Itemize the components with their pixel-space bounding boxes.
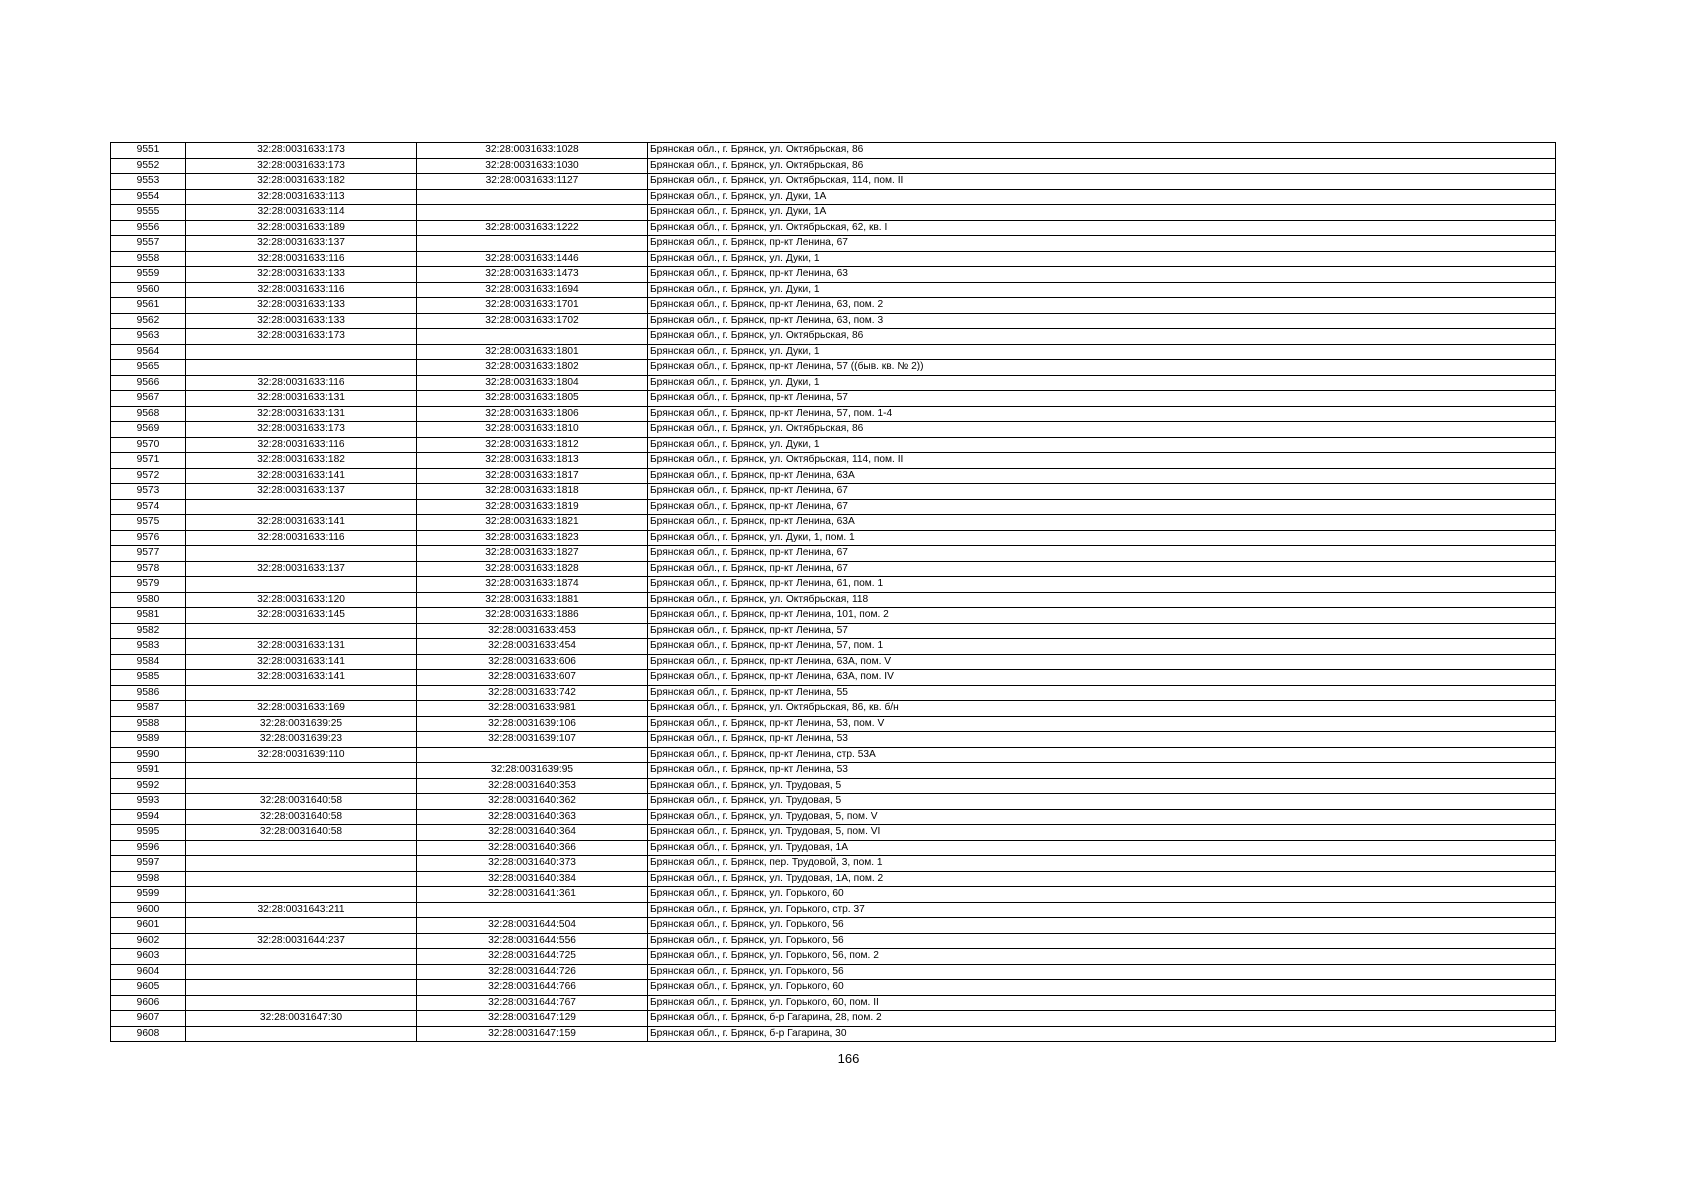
- row-number-cell: 9601: [111, 918, 186, 934]
- row-number-cell: 9578: [111, 561, 186, 577]
- parent-cadastral-number-cell: [186, 499, 417, 515]
- parent-cadastral-number-cell: 32:28:0031633:141: [186, 515, 417, 531]
- row-number-cell: 9556: [111, 220, 186, 236]
- address-cell: Брянская обл., г. Брянск, ул. Дуки, 1: [648, 251, 1556, 267]
- table-row: [111, 143, 1556, 159]
- row-number-cell: 9561: [111, 298, 186, 314]
- parent-cadastral-number-cell: 32:28:0031633:137: [186, 484, 417, 500]
- row-number-cell: 9577: [111, 546, 186, 562]
- row-number-cell: 9590: [111, 747, 186, 763]
- table-row: [111, 933, 1556, 949]
- parent-cadastral-number-cell: [186, 1026, 417, 1042]
- cadastral-number-cell: 32:28:0031633:1702: [417, 313, 648, 329]
- cadastral-number-cell: 32:28:0031633:1874: [417, 577, 648, 593]
- parent-cadastral-number-cell: 32:28:0031633:137: [186, 561, 417, 577]
- cadastral-number-cell: 32:28:0031639:107: [417, 732, 648, 748]
- row-number-cell: 9586: [111, 685, 186, 701]
- address-cell: Брянская обл., г. Брянск, пр-кт Ленина, 67: [648, 236, 1556, 252]
- row-number-cell: 9559: [111, 267, 186, 283]
- cadastral-number-cell: 32:28:0031640:363: [417, 809, 648, 825]
- table-row: [111, 701, 1556, 717]
- row-number-cell: 9599: [111, 887, 186, 903]
- row-number-cell: 9595: [111, 825, 186, 841]
- parent-cadastral-number-cell: 32:28:0031640:58: [186, 825, 417, 841]
- row-number-cell: 9557: [111, 236, 186, 252]
- cadastral-number-cell: 32:28:0031639:95: [417, 763, 648, 779]
- cadastral-number-cell: 32:28:0031633:1028: [417, 143, 648, 159]
- address-cell: Брянская обл., г. Брянск, ул. Горького, 56: [648, 933, 1556, 949]
- cadastral-number-cell: 32:28:0031633:1030: [417, 158, 648, 174]
- parent-cadastral-number-cell: [186, 623, 417, 639]
- parent-cadastral-number-cell: 32:28:0031633:116: [186, 251, 417, 267]
- cadastral-number-cell: 32:28:0031633:1818: [417, 484, 648, 500]
- row-number-cell: 9573: [111, 484, 186, 500]
- row-number-cell: 9584: [111, 654, 186, 670]
- parent-cadastral-number-cell: [186, 995, 417, 1011]
- parent-cadastral-number-cell: 32:28:0031633:137: [186, 236, 417, 252]
- row-number-cell: 9583: [111, 639, 186, 655]
- cadastral-number-cell: 32:28:0031633:742: [417, 685, 648, 701]
- row-number-cell: 9580: [111, 592, 186, 608]
- row-number-cell: 9598: [111, 871, 186, 887]
- table-row: [111, 794, 1556, 810]
- cadastral-number-cell: 32:28:0031633:1819: [417, 499, 648, 515]
- parent-cadastral-number-cell: 32:28:0031633:116: [186, 282, 417, 298]
- table-row: [111, 267, 1556, 283]
- cadastral-number-cell: 32:28:0031633:981: [417, 701, 648, 717]
- parent-cadastral-number-cell: 32:28:0031633:131: [186, 639, 417, 655]
- row-number-cell: 9570: [111, 437, 186, 453]
- cadastral-number-cell: 32:28:0031640:384: [417, 871, 648, 887]
- cadastral-number-cell: 32:28:0031633:1701: [417, 298, 648, 314]
- row-number-cell: 9602: [111, 933, 186, 949]
- table-row: [111, 902, 1556, 918]
- cadastral-number-cell: 32:28:0031633:1804: [417, 375, 648, 391]
- table-row: [111, 608, 1556, 624]
- parent-cadastral-number-cell: 32:28:0031633:173: [186, 329, 417, 345]
- address-cell: Брянская обл., г. Брянск, ул. Горького, стр. 37: [648, 902, 1556, 918]
- parent-cadastral-number-cell: 32:28:0031633:131: [186, 391, 417, 407]
- table-row: [111, 809, 1556, 825]
- address-cell: Брянская обл., г. Брянск, пр-кт Ленина, 63А, пом. IV: [648, 670, 1556, 686]
- address-cell: Брянская обл., г. Брянск, ул. Горького, 56: [648, 964, 1556, 980]
- address-cell: Брянская обл., г. Брянск, ул. Октябрьская, 62, кв. I: [648, 220, 1556, 236]
- address-cell: Брянская обл., г. Брянск, пр-кт Ленина, 63: [648, 267, 1556, 283]
- address-cell: Брянская обл., г. Брянск, ул. Горького, 60: [648, 887, 1556, 903]
- address-cell: Брянская обл., г. Брянск, пр-кт Ленина, 67: [648, 499, 1556, 515]
- cadastral-number-cell: 32:28:0031641:361: [417, 887, 648, 903]
- address-cell: Брянская обл., г. Брянск, ул. Дуки, 1А: [648, 205, 1556, 221]
- table-row: [111, 453, 1556, 469]
- table-row: [111, 499, 1556, 515]
- table-row: [111, 685, 1556, 701]
- address-cell: Брянская обл., г. Брянск, ул. Трудовая, 1А: [648, 840, 1556, 856]
- parent-cadastral-number-cell: [186, 577, 417, 593]
- row-number-cell: 9596: [111, 840, 186, 856]
- row-number-cell: 9588: [111, 716, 186, 732]
- cadastral-number-cell: 32:28:0031633:1812: [417, 437, 648, 453]
- row-number-cell: 9564: [111, 344, 186, 360]
- cadastral-number-cell: 32:28:0031633:1473: [417, 267, 648, 283]
- parent-cadastral-number-cell: 32:28:0031639:25: [186, 716, 417, 732]
- address-cell: Брянская обл., г. Брянск, ул. Дуки, 1: [648, 437, 1556, 453]
- table-row: [111, 995, 1556, 1011]
- table-row: [111, 158, 1556, 174]
- cadastral-number-cell: 32:28:0031633:1810: [417, 422, 648, 438]
- address-cell: Брянская обл., г. Брянск, ул. Октябрьская, 114, пом. II: [648, 453, 1556, 469]
- address-cell: Брянская обл., г. Брянск, ул. Горького, 60: [648, 980, 1556, 996]
- cadastral-number-cell: [417, 902, 648, 918]
- parent-cadastral-number-cell: 32:28:0031633:141: [186, 654, 417, 670]
- row-number-cell: 9572: [111, 468, 186, 484]
- address-cell: Брянская обл., г. Брянск, пр-кт Ленина, 57: [648, 623, 1556, 639]
- table-row: [111, 220, 1556, 236]
- table-row: [111, 546, 1556, 562]
- row-number-cell: 9593: [111, 794, 186, 810]
- cadastral-number-cell: 32:28:0031640:353: [417, 778, 648, 794]
- row-number-cell: 9554: [111, 189, 186, 205]
- cadastral-number-cell: 32:28:0031633:1694: [417, 282, 648, 298]
- table-row: [111, 918, 1556, 934]
- parent-cadastral-number-cell: 32:28:0031633:141: [186, 468, 417, 484]
- parent-cadastral-number-cell: 32:28:0031633:182: [186, 453, 417, 469]
- cadastral-number-cell: 32:28:0031633:453: [417, 623, 648, 639]
- row-number-cell: 9566: [111, 375, 186, 391]
- address-cell: Брянская обл., г. Брянск, пр-кт Ленина, 101, пом. 2: [648, 608, 1556, 624]
- parent-cadastral-number-cell: 32:28:0031647:30: [186, 1011, 417, 1027]
- table-row: [111, 716, 1556, 732]
- cadastral-number-cell: 32:28:0031633:1817: [417, 468, 648, 484]
- parent-cadastral-number-cell: 32:28:0031633:169: [186, 701, 417, 717]
- row-number-cell: 9600: [111, 902, 186, 918]
- table-row: [111, 360, 1556, 376]
- row-number-cell: 9589: [111, 732, 186, 748]
- row-number-cell: 9555: [111, 205, 186, 221]
- cadastral-number-cell: 32:28:0031633:1881: [417, 592, 648, 608]
- table-row: [111, 1026, 1556, 1042]
- table-row: [111, 623, 1556, 639]
- address-cell: Брянская обл., г. Брянск, пр-кт Ленина, 57, пом. 1-4: [648, 406, 1556, 422]
- table-row: [111, 468, 1556, 484]
- parent-cadastral-number-cell: 32:28:0031644:237: [186, 933, 417, 949]
- parent-cadastral-number-cell: 32:28:0031633:116: [186, 530, 417, 546]
- parent-cadastral-number-cell: [186, 980, 417, 996]
- parent-cadastral-number-cell: 32:28:0031633:173: [186, 422, 417, 438]
- address-cell: Брянская обл., г. Брянск, ул. Дуки, 1: [648, 375, 1556, 391]
- parent-cadastral-number-cell: 32:28:0031633:145: [186, 608, 417, 624]
- table-row: [111, 282, 1556, 298]
- table-row: [111, 391, 1556, 407]
- cadastral-number-cell: 32:28:0031633:1806: [417, 406, 648, 422]
- address-cell: Брянская обл., г. Брянск, пр-кт Ленина, 55: [648, 685, 1556, 701]
- cadastral-number-cell: 32:28:0031639:106: [417, 716, 648, 732]
- cadastral-number-cell: 32:28:0031640:362: [417, 794, 648, 810]
- table-row: [111, 1011, 1556, 1027]
- address-cell: Брянская обл., г. Брянск, пр-кт Ленина, 53: [648, 732, 1556, 748]
- address-cell: Брянская обл., г. Брянск, ул. Октябрьская, 86, кв. б/н: [648, 701, 1556, 717]
- row-number-cell: 9565: [111, 360, 186, 376]
- row-number-cell: 9558: [111, 251, 186, 267]
- table-row: [111, 406, 1556, 422]
- row-number-cell: 9571: [111, 453, 186, 469]
- table-row: [111, 670, 1556, 686]
- parent-cadastral-number-cell: 32:28:0031633:120: [186, 592, 417, 608]
- table-row: [111, 577, 1556, 593]
- row-number-cell: 9562: [111, 313, 186, 329]
- table-row: [111, 949, 1556, 965]
- cadastral-number-cell: 32:28:0031633:1823: [417, 530, 648, 546]
- parent-cadastral-number-cell: 32:28:0031639:110: [186, 747, 417, 763]
- parent-cadastral-number-cell: 32:28:0031633:133: [186, 313, 417, 329]
- row-number-cell: 9579: [111, 577, 186, 593]
- table-row: [111, 639, 1556, 655]
- table-row: [111, 980, 1556, 996]
- address-cell: Брянская обл., г. Брянск, пр-кт Ленина, 67: [648, 561, 1556, 577]
- cadastral-number-cell: 32:28:0031633:1827: [417, 546, 648, 562]
- table-row: [111, 763, 1556, 779]
- address-cell: Брянская обл., г. Брянск, ул. Трудовая, 5: [648, 794, 1556, 810]
- address-cell: Брянская обл., г. Брянск, ул. Октябрьская, 86: [648, 422, 1556, 438]
- address-cell: Брянская обл., г. Брянск, б-р Гагарина, 28, пом. 2: [648, 1011, 1556, 1027]
- parent-cadastral-number-cell: [186, 685, 417, 701]
- parent-cadastral-number-cell: [186, 763, 417, 779]
- address-cell: Брянская обл., г. Брянск, ул. Горького, 56, пом. 2: [648, 949, 1556, 965]
- address-cell: Брянская обл., г. Брянск, пр-кт Ленина, 67: [648, 546, 1556, 562]
- table-row: [111, 887, 1556, 903]
- table-row: [111, 747, 1556, 763]
- cadastral-number-cell: [417, 236, 648, 252]
- cadastral-number-cell: 32:28:0031633:606: [417, 654, 648, 670]
- parent-cadastral-number-cell: 32:28:0031633:113: [186, 189, 417, 205]
- table-row: [111, 856, 1556, 872]
- registry-table-body: [111, 143, 1556, 1042]
- row-number-cell: 9582: [111, 623, 186, 639]
- address-cell: Брянская обл., г. Брянск, ул. Дуки, 1: [648, 282, 1556, 298]
- cadastral-number-cell: 32:28:0031633:1813: [417, 453, 648, 469]
- table-row: [111, 530, 1556, 546]
- address-cell: Брянская обл., г. Брянск, пр-кт Ленина, 53, пом. V: [648, 716, 1556, 732]
- row-number-cell: 9597: [111, 856, 186, 872]
- table-row: [111, 174, 1556, 190]
- parent-cadastral-number-cell: [186, 949, 417, 965]
- table-row: [111, 313, 1556, 329]
- row-number-cell: 9604: [111, 964, 186, 980]
- cadastral-number-cell: 32:28:0031644:766: [417, 980, 648, 996]
- cadastral-number-cell: 32:28:0031640:373: [417, 856, 648, 872]
- table-row: [111, 778, 1556, 794]
- cadastral-number-cell: 32:28:0031644:767: [417, 995, 648, 1011]
- registry-table: [110, 142, 1556, 1042]
- address-cell: Брянская обл., г. Брянск, пр-кт Ленина, стр. 53А: [648, 747, 1556, 763]
- parent-cadastral-number-cell: 32:28:0031633:131: [186, 406, 417, 422]
- parent-cadastral-number-cell: 32:28:0031633:173: [186, 143, 417, 159]
- row-number-cell: 9575: [111, 515, 186, 531]
- cadastral-number-cell: 32:28:0031633:1828: [417, 561, 648, 577]
- table-row: [111, 375, 1556, 391]
- address-cell: Брянская обл., г. Брянск, пр-кт Ленина, 63, пом. 3: [648, 313, 1556, 329]
- cadastral-number-cell: [417, 747, 648, 763]
- table-row: [111, 189, 1556, 205]
- parent-cadastral-number-cell: [186, 344, 417, 360]
- parent-cadastral-number-cell: 32:28:0031633:114: [186, 205, 417, 221]
- cadastral-number-cell: 32:28:0031640:364: [417, 825, 648, 841]
- parent-cadastral-number-cell: [186, 964, 417, 980]
- address-cell: Брянская обл., г. Брянск, ул. Октябрьская, 86: [648, 329, 1556, 345]
- cadastral-number-cell: 32:28:0031644:725: [417, 949, 648, 965]
- cadastral-number-cell: 32:28:0031647:159: [417, 1026, 648, 1042]
- parent-cadastral-number-cell: 32:28:0031633:182: [186, 174, 417, 190]
- address-cell: Брянская обл., г. Брянск, ул. Октябрьская, 86: [648, 158, 1556, 174]
- table-row: [111, 236, 1556, 252]
- address-cell: Брянская обл., г. Брянск, ул. Трудовая, 5, пом. V: [648, 809, 1556, 825]
- row-number-cell: 9553: [111, 174, 186, 190]
- address-cell: Брянская обл., г. Брянск, пр-кт Ленина, 57, пом. 1: [648, 639, 1556, 655]
- row-number-cell: 9569: [111, 422, 186, 438]
- parent-cadastral-number-cell: 32:28:0031640:58: [186, 794, 417, 810]
- row-number-cell: 9567: [111, 391, 186, 407]
- cadastral-number-cell: [417, 205, 648, 221]
- row-number-cell: 9581: [111, 608, 186, 624]
- cadastral-number-cell: 32:28:0031633:1222: [417, 220, 648, 236]
- address-cell: Брянская обл., г. Брянск, пр-кт Ленина, 61, пом. 1: [648, 577, 1556, 593]
- cadastral-number-cell: [417, 189, 648, 205]
- parent-cadastral-number-cell: [186, 887, 417, 903]
- address-cell: Брянская обл., г. Брянск, пр-кт Ленина, 63А: [648, 515, 1556, 531]
- address-cell: Брянская обл., г. Брянск, ул. Дуки, 1: [648, 344, 1556, 360]
- table-row: [111, 298, 1556, 314]
- parent-cadastral-number-cell: [186, 778, 417, 794]
- address-cell: Брянская обл., г. Брянск, ул. Октябрьская, 114, пом. II: [648, 174, 1556, 190]
- parent-cadastral-number-cell: 32:28:0031639:23: [186, 732, 417, 748]
- address-cell: Брянская обл., г. Брянск, ул. Дуки, 1, пом. 1: [648, 530, 1556, 546]
- table-row: [111, 251, 1556, 267]
- row-number-cell: 9603: [111, 949, 186, 965]
- parent-cadastral-number-cell: 32:28:0031633:133: [186, 298, 417, 314]
- row-number-cell: 9552: [111, 158, 186, 174]
- address-cell: Брянская обл., г. Брянск, ул. Трудовая, 5, пом. VI: [648, 825, 1556, 841]
- table-row: [111, 515, 1556, 531]
- parent-cadastral-number-cell: [186, 856, 417, 872]
- parent-cadastral-number-cell: [186, 840, 417, 856]
- parent-cadastral-number-cell: 32:28:0031643:211: [186, 902, 417, 918]
- table-row: [111, 205, 1556, 221]
- address-cell: Брянская обл., г. Брянск, ул. Трудовая, 5: [648, 778, 1556, 794]
- parent-cadastral-number-cell: [186, 918, 417, 934]
- table-row: [111, 654, 1556, 670]
- address-cell: Брянская обл., г. Брянск, пер. Трудовой, 3, пом. 1: [648, 856, 1556, 872]
- table-row: [111, 437, 1556, 453]
- row-number-cell: 9563: [111, 329, 186, 345]
- address-cell: Брянская обл., г. Брянск, ул. Трудовая, 1А, пом. 2: [648, 871, 1556, 887]
- parent-cadastral-number-cell: 32:28:0031633:173: [186, 158, 417, 174]
- row-number-cell: 9606: [111, 995, 186, 1011]
- parent-cadastral-number-cell: [186, 871, 417, 887]
- cadastral-number-cell: 32:28:0031633:454: [417, 639, 648, 655]
- cadastral-number-cell: 32:28:0031640:366: [417, 840, 648, 856]
- cadastral-number-cell: 32:28:0031633:1127: [417, 174, 648, 190]
- cadastral-number-cell: 32:28:0031633:1886: [417, 608, 648, 624]
- cadastral-number-cell: 32:28:0031633:1802: [417, 360, 648, 376]
- parent-cadastral-number-cell: [186, 360, 417, 376]
- cadastral-number-cell: 32:28:0031633:1446: [417, 251, 648, 267]
- address-cell: Брянская обл., г. Брянск, пр-кт Ленина, 57 ((быв. кв. № 2)): [648, 360, 1556, 376]
- row-number-cell: 9560: [111, 282, 186, 298]
- address-cell: Брянская обл., г. Брянск, ул. Горького, 56: [648, 918, 1556, 934]
- address-cell: Брянская обл., г. Брянск, ул. Горького, 60, пом. II: [648, 995, 1556, 1011]
- address-cell: Брянская обл., г. Брянск, пр-кт Ленина, 53: [648, 763, 1556, 779]
- row-number-cell: 9551: [111, 143, 186, 159]
- row-number-cell: 9605: [111, 980, 186, 996]
- cadastral-number-cell: 32:28:0031633:1801: [417, 344, 648, 360]
- table-row: [111, 561, 1556, 577]
- parent-cadastral-number-cell: 32:28:0031633:141: [186, 670, 417, 686]
- row-number-cell: 9587: [111, 701, 186, 717]
- cadastral-number-cell: [417, 329, 648, 345]
- address-cell: Брянская обл., г. Брянск, пр-кт Ленина, 63, пом. 2: [648, 298, 1556, 314]
- page-number: 166: [837, 1051, 860, 1066]
- table-row: [111, 422, 1556, 438]
- cadastral-number-cell: 32:28:0031644:726: [417, 964, 648, 980]
- parent-cadastral-number-cell: 32:28:0031640:58: [186, 809, 417, 825]
- parent-cadastral-number-cell: 32:28:0031633:116: [186, 437, 417, 453]
- address-cell: Брянская обл., г. Брянск, пр-кт Ленина, 57: [648, 391, 1556, 407]
- cadastral-number-cell: 32:28:0031644:556: [417, 933, 648, 949]
- row-number-cell: 9585: [111, 670, 186, 686]
- row-number-cell: 9592: [111, 778, 186, 794]
- parent-cadastral-number-cell: [186, 546, 417, 562]
- row-number-cell: 9594: [111, 809, 186, 825]
- table-row: [111, 329, 1556, 345]
- address-cell: Брянская обл., г. Брянск, пр-кт Ленина, 63А, пом. V: [648, 654, 1556, 670]
- parent-cadastral-number-cell: 32:28:0031633:189: [186, 220, 417, 236]
- table-row: [111, 840, 1556, 856]
- address-cell: Брянская обл., г. Брянск, ул. Октябрьская, 118: [648, 592, 1556, 608]
- table-row: [111, 871, 1556, 887]
- row-number-cell: 9591: [111, 763, 186, 779]
- address-cell: Брянская обл., г. Брянск, пр-кт Ленина, 67: [648, 484, 1556, 500]
- address-cell: Брянская обл., г. Брянск, пр-кт Ленина, 63А: [648, 468, 1556, 484]
- parent-cadastral-number-cell: 32:28:0031633:133: [186, 267, 417, 283]
- row-number-cell: 9568: [111, 406, 186, 422]
- table-row: [111, 344, 1556, 360]
- address-cell: Брянская обл., г. Брянск, ул. Октябрьская, 86: [648, 143, 1556, 159]
- row-number-cell: 9576: [111, 530, 186, 546]
- row-number-cell: 9574: [111, 499, 186, 515]
- table-row: [111, 825, 1556, 841]
- address-cell: Брянская обл., г. Брянск, б-р Гагарина, 30: [648, 1026, 1556, 1042]
- row-number-cell: 9607: [111, 1011, 186, 1027]
- row-number-cell: 9608: [111, 1026, 186, 1042]
- cadastral-number-cell: 32:28:0031633:1821: [417, 515, 648, 531]
- cadastral-number-cell: 32:28:0031644:504: [417, 918, 648, 934]
- table-row: [111, 484, 1556, 500]
- table-row: [111, 592, 1556, 608]
- cadastral-number-cell: 32:28:0031633:1805: [417, 391, 648, 407]
- cadastral-number-cell: 32:28:0031633:607: [417, 670, 648, 686]
- parent-cadastral-number-cell: 32:28:0031633:116: [186, 375, 417, 391]
- address-cell: Брянская обл., г. Брянск, ул. Дуки, 1А: [648, 189, 1556, 205]
- cadastral-number-cell: 32:28:0031647:129: [417, 1011, 648, 1027]
- table-row: [111, 964, 1556, 980]
- table-row: [111, 732, 1556, 748]
